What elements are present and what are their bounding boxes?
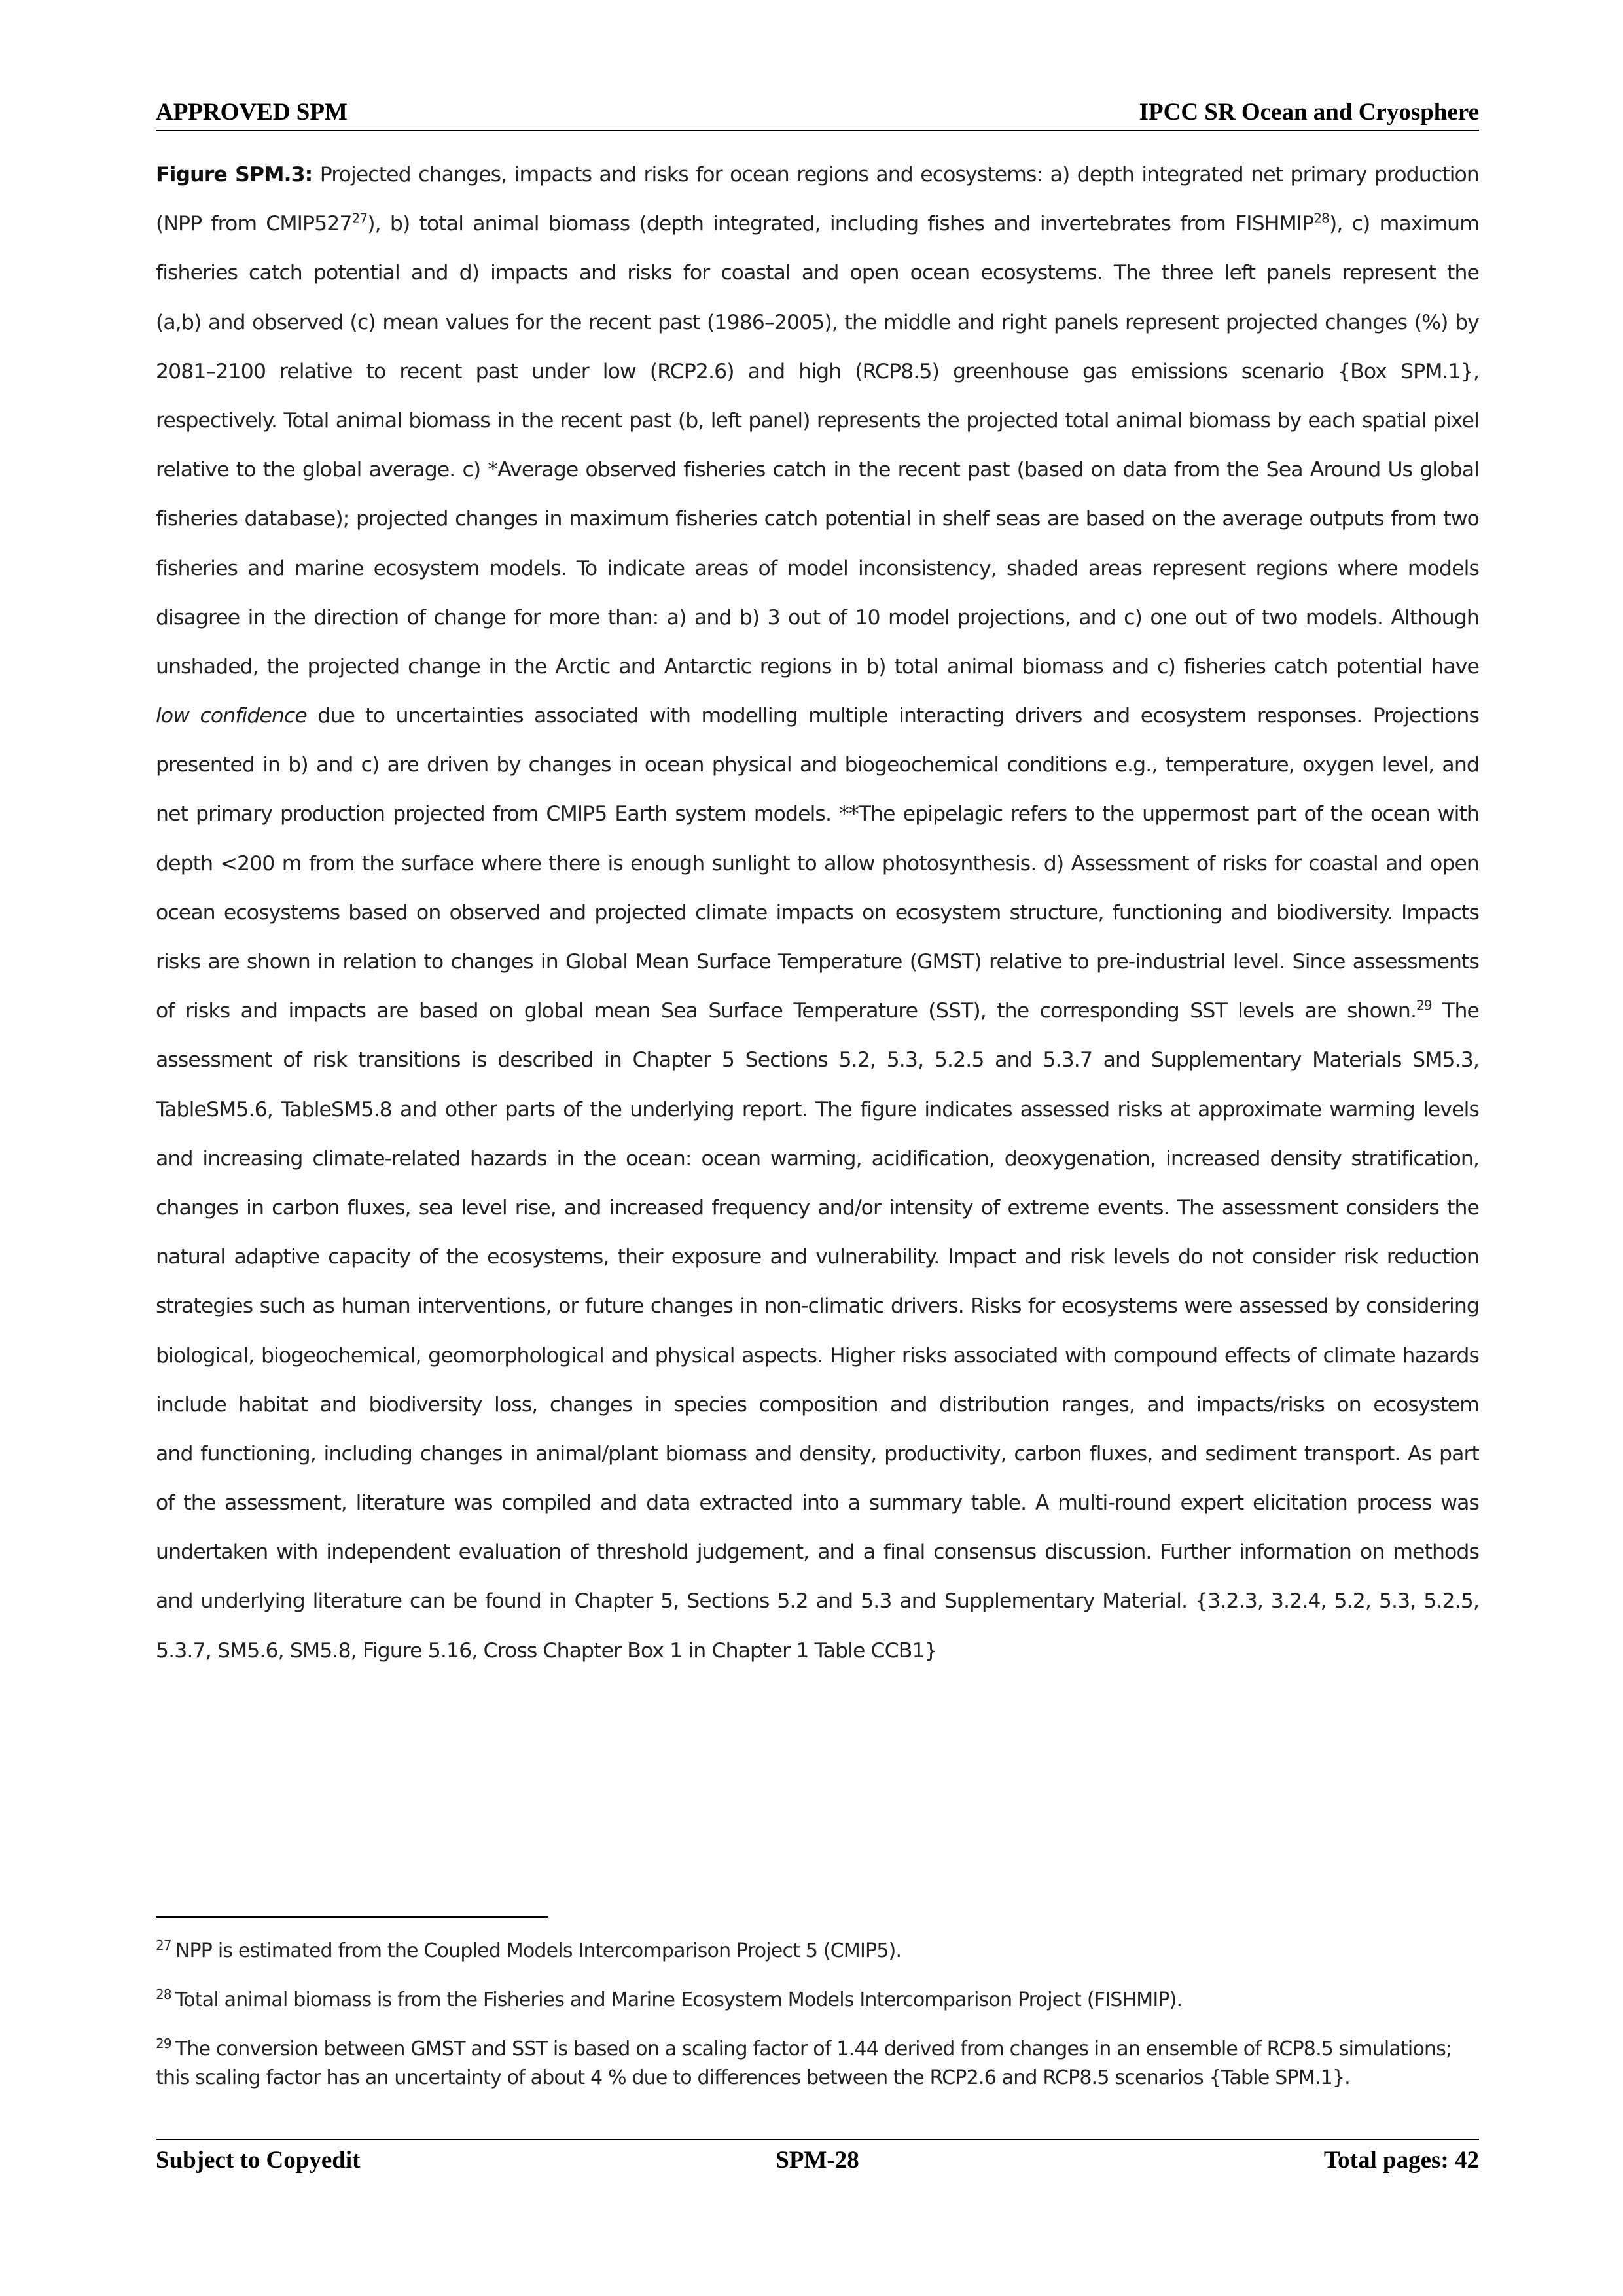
caption-line: of the assessment, literature was compiled and data extracted into a summary table. A multi-round expert elicitation process was: [156, 1491, 1479, 1515]
caption-line: depth <200 m from the surface where there is enough sunlight to allow photosynthesis. d) Assessment of risks for coastal and open: [156, 851, 1479, 875]
caption-line: ocean ecosystems based on observed and projected climate impacts on ecosystem structure, functioning and biodiversity. Impacts: [156, 900, 1479, 925]
caption-line: unshaded, the projected change in the Arctic and Antarctic regions in b) total animal biomass and c) fisheries catch potential have: [156, 654, 1479, 679]
caption-line: presented in b) and c) are driven by changes in ocean physical and biogeochemical conditions e.g., temperature, oxygen level, and: [156, 753, 1479, 777]
header-rule: [156, 130, 1479, 131]
footnote-separator: [156, 1916, 548, 1918]
footnote-ref-28[interactable]: 28: [1313, 210, 1329, 226]
footer-rule: [156, 2139, 1479, 2140]
caption-line: low confidence due to uncertainties associated with modelling multiple interacting drivers and ecosystem responses. Projections: [156, 704, 1479, 728]
caption-line: 2081–2100 relative to recent past under low (RCP2.6) and high (RCP8.5) greenhouse gas emissions scenario {Box SPM.1},: [156, 359, 1479, 383]
footnote-ref-27[interactable]: 27: [351, 210, 368, 226]
caption-line: 5.3.7, SM5.6, SM5.8, Figure 5.16, Cross Chapter Box 1 in Chapter 1 Table CCB1}: [156, 1638, 937, 1663]
footnote-27: [156, 1937, 1479, 1966]
caption-line: relative to the global average. c) *Average observed fisheries catch in the recent past (based on data from the Sea Around Us global: [156, 458, 1479, 482]
footnote-number: 29: [156, 2036, 171, 2051]
footnote-29: [156, 2035, 1479, 2093]
caption-line: fisheries catch potential and d) impacts and risks for coastal and open ocean ecosystems. The three left panels represent the: [156, 261, 1479, 285]
caption-line: and increasing climate-related hazards in the ocean: ocean warming, acidification, deoxygenation, increased density stratification,: [156, 1146, 1479, 1171]
caption-line: disagree in the direction of change for more than: a) and b) 3 out of 10 model projections, and c) one out of two models. Although: [156, 605, 1479, 629]
caption-line: (a,b) and observed (c) mean values for the recent past (1986–2005), the middle and right panels represent projected changes (%) by: [156, 310, 1479, 334]
footnote-text: NPP is estimated from the Coupled Models Intercomparison Project 5 (CMIP5).: [175, 1939, 902, 1962]
header-right-label: IPCC SR Ocean and Cryosphere: [1139, 99, 1479, 126]
page-number: SPM-28: [776, 2147, 859, 2174]
caption-line: risks are shown in relation to changes in Global Mean Surface Temperature (GMST) relative to pre-industrial level. Since assessments: [156, 950, 1479, 974]
page-footer: [156, 2146, 1479, 2179]
footnote-text: The conversion between GMST and SST is based on a scaling factor of 1.44 derived from changes in an ensemble of RCP8.5 simulations; this scaling factor has an uncertainty of about 4 % due to differences between the RCP2.6 and RCP8.5 scenarios {Table SPM.1}.: [156, 2038, 1452, 2089]
caption-line: strategies such as human interventions, or future changes in non-climatic drivers. Risks for ecosystems were assessed by considering: [156, 1294, 1479, 1318]
total-pages-label: Total pages: 42: [1323, 2147, 1479, 2174]
low-confidence-term: low confidence: [156, 704, 307, 728]
caption-line: TableSM5.6, TableSM5.8 and other parts of the underlying report. The figure indicates assessed risks at approximate warming levels: [156, 1097, 1479, 1122]
caption-line: natural adaptive capacity of the ecosystems, their exposure and vulnerability. Impact and risk levels do not consider risk reduction: [156, 1245, 1479, 1269]
footnote-number: 28: [156, 1987, 171, 2002]
footnote-28: [156, 1986, 1479, 2015]
figure-label: Figure SPM.3:: [156, 163, 313, 186]
figure-caption: [156, 150, 1479, 1676]
caption-line: and functioning, including changes in animal/plant biomass and density, productivity, carbon fluxes, and sediment transport. As part: [156, 1441, 1479, 1466]
caption-line: biological, biogeochemical, geomorphological and physical aspects. Higher risks associated with compound effects of climate hazards: [156, 1343, 1479, 1368]
page-header: [156, 98, 1479, 131]
caption-line: changes in carbon fluxes, sea level rise, and increased frequency and/or intensity of extreme events. The assessment considers the: [156, 1195, 1479, 1220]
caption-line: of risks and impacts are based on global mean Sea Surface Temperature (SST), the corresponding SST levels are shown.$^{29}$ The: [156, 997, 1479, 1023]
caption-line: net primary production projected from CMIP5 Earth system models. **The epipelagic refers to the uppermost part of the ocean with: [156, 802, 1479, 826]
footer-left-label: Subject to Copyedit: [156, 2147, 361, 2174]
caption-line: Figure SPM.3: Projected changes, impacts and risks for ocean regions and ecosystems: a) depth integrated net primary production: [156, 163, 1479, 186]
caption-line: respectively. Total animal biomass in the recent past (b, left panel) represents the projected total animal biomass by each spatial pixel: [156, 408, 1479, 433]
caption-line: (NPP from $CMIP527^{27}$), b) total animal biomass (depth integrated, including fishes and invertebrates from FISHMIP$^{28}$), c) maximum: [156, 210, 1479, 236]
footnote-number: 27: [156, 1937, 171, 1953]
caption-line: fisheries database); projected changes in maximum fisheries catch potential in shelf seas are based on the average outputs from two: [156, 507, 1479, 531]
caption-line: undertaken with independent evaluation of threshold judgement, and a final consensus discussion. Further information on methods: [156, 1540, 1479, 1564]
footnote-text: Total animal biomass is from the Fisheries and Marine Ecosystem Models Intercomparison Project (FISHMIP).: [175, 1988, 1183, 2011]
footnote-ref-29[interactable]: 29: [1416, 997, 1432, 1014]
caption-line: and underlying literature can be found in Chapter 5, Sections 5.2 and 5.3 and Supplementary Material. {3.2.3, 3.2.4, 5.2, 5.3, 5.2.5,: [156, 1589, 1479, 1614]
caption-line: include habitat and biodiversity loss, changes in species composition and distribution ranges, and impacts/risks on ecosystem: [156, 1392, 1479, 1417]
header-left-label: APPROVED SPM: [156, 99, 348, 126]
caption-line: assessment of risk transitions is described in Chapter 5 Sections 5.2, 5.3, 5.2.5 and 5.3.7 and Supplementary Materials SM5.3,: [156, 1048, 1479, 1072]
caption-line: fisheries and marine ecosystem models. To indicate areas of model inconsistency, shaded areas represent regions where models: [156, 556, 1479, 580]
